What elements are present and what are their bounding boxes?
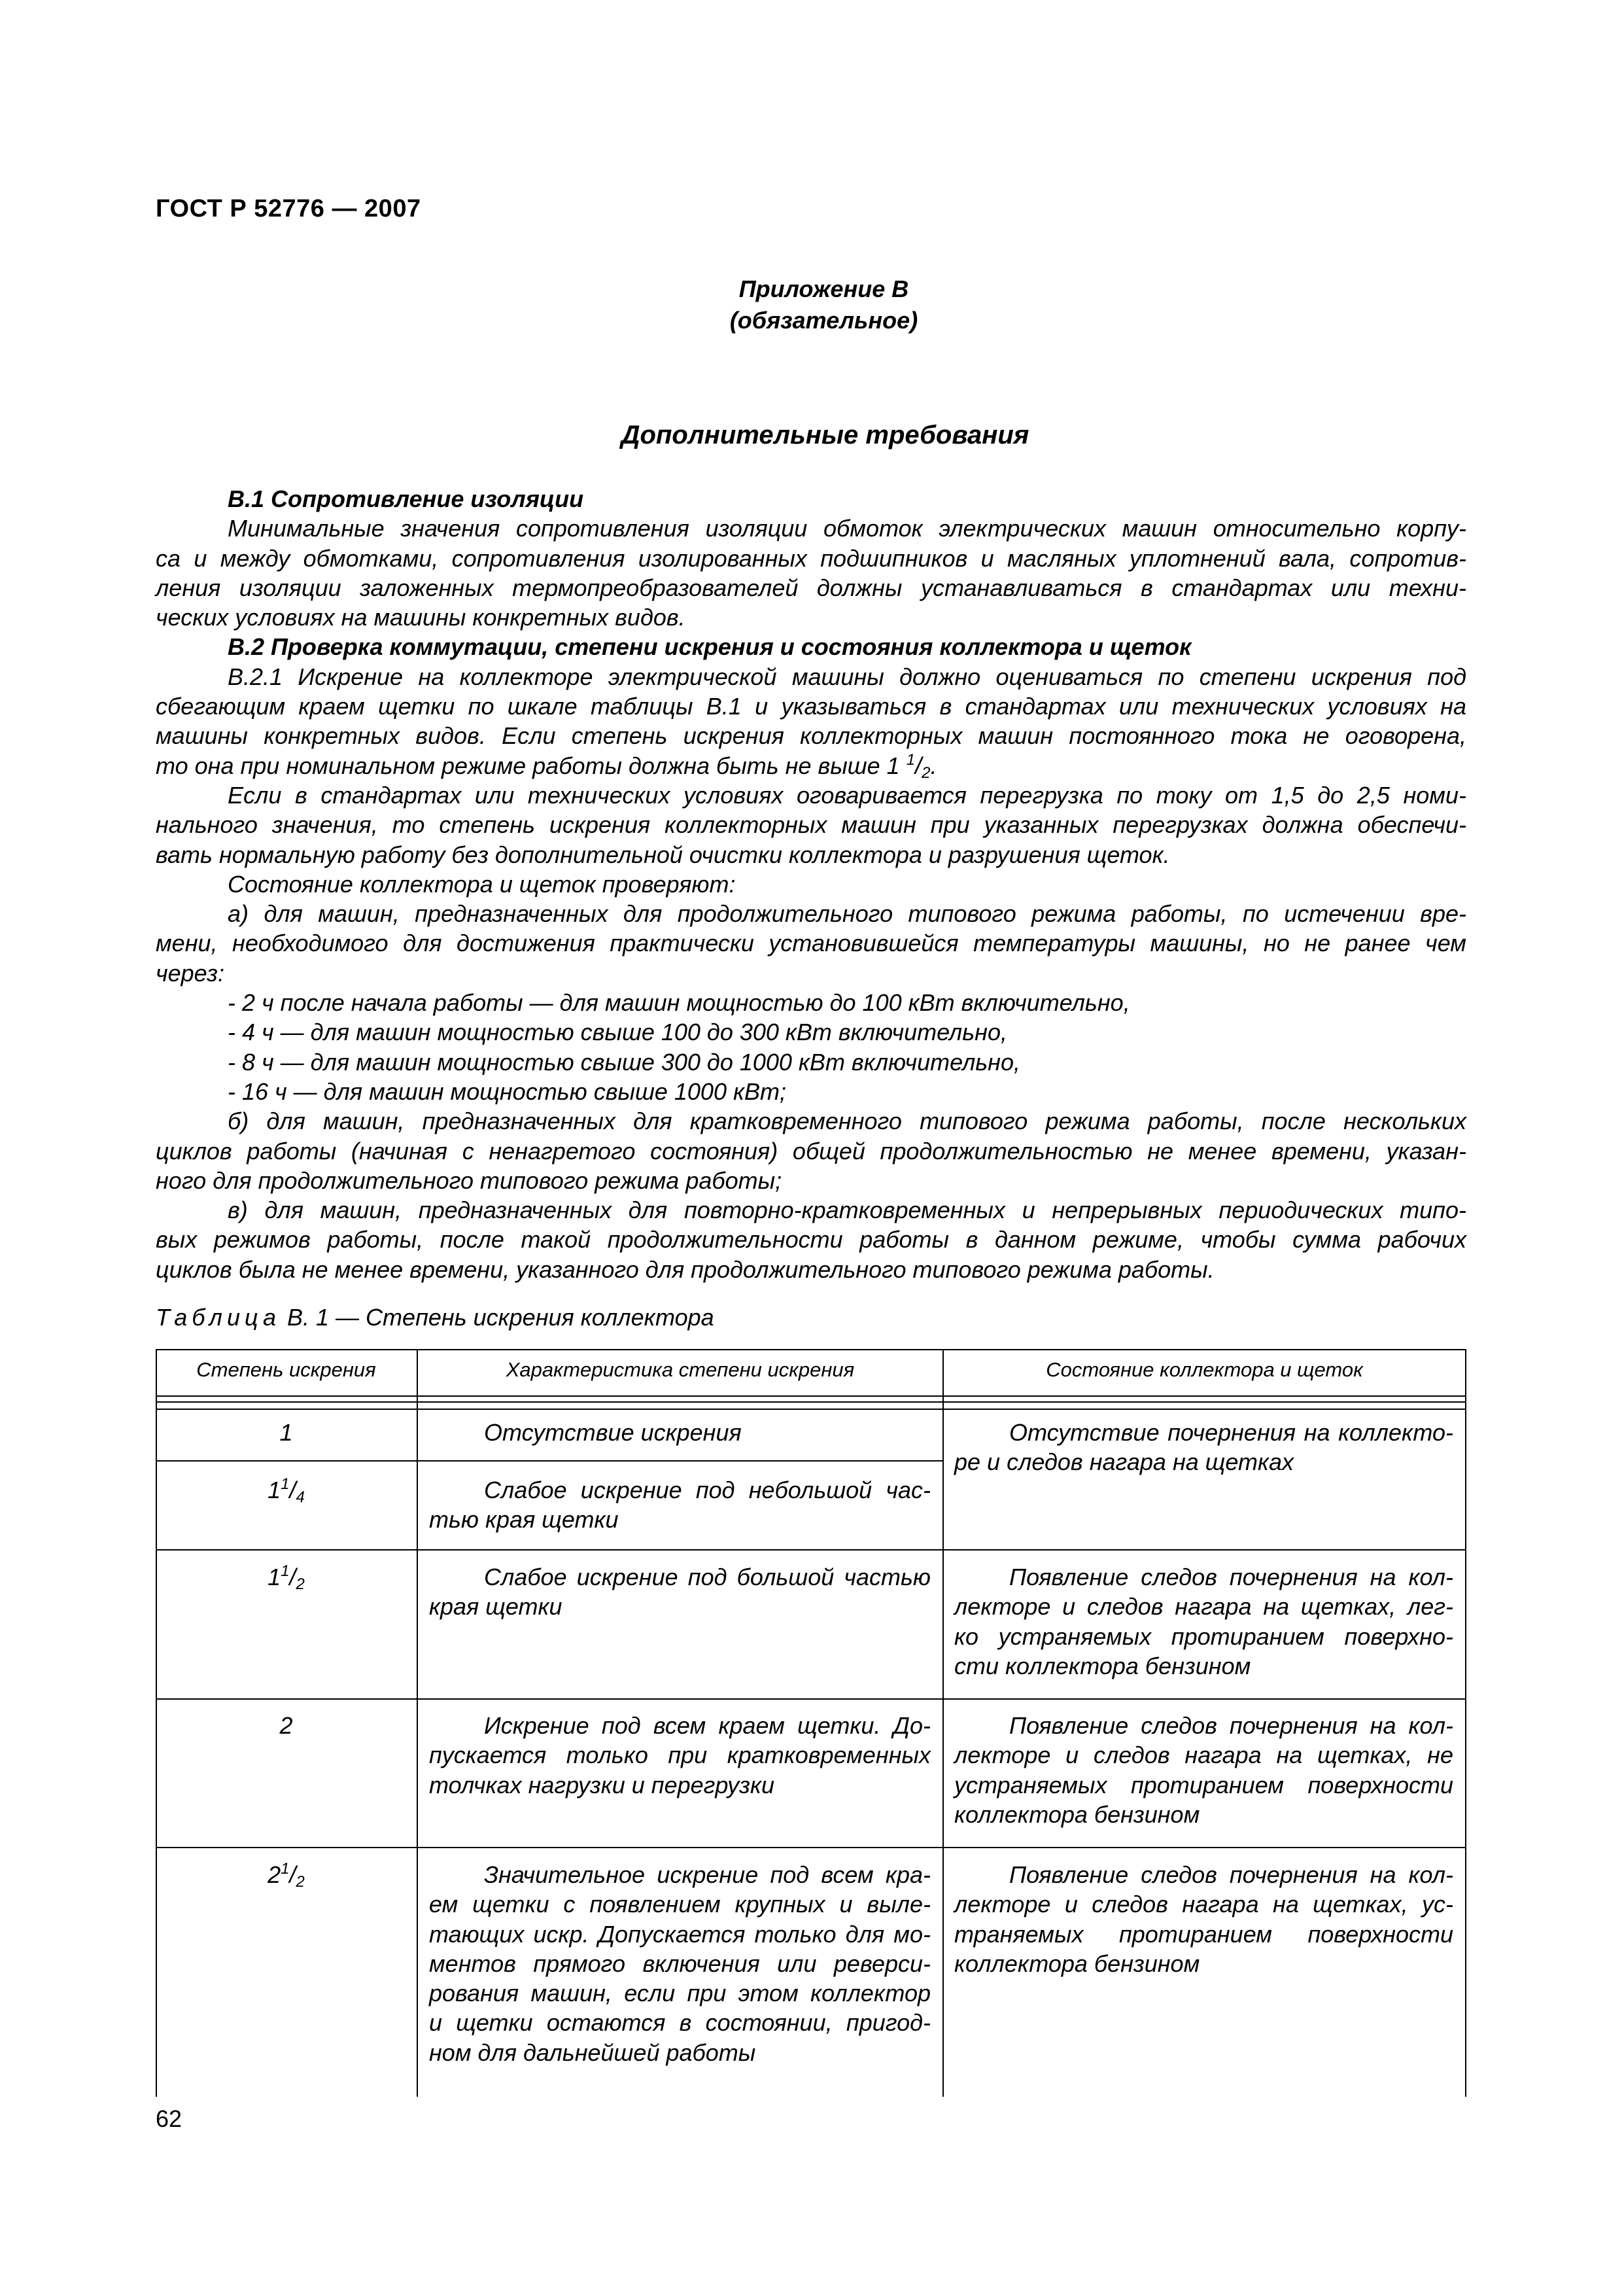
degree-cell xyxy=(156,1562,417,1592)
table-header-divider xyxy=(156,1401,1466,1403)
paragraph-line: а) для машин, предназначенных для продолжительного типового режима работы, по истечении вре- xyxy=(228,900,1466,928)
body-text xyxy=(156,484,1466,1284)
cell-line: рования машин, если при этом коллектор xyxy=(429,1980,931,2007)
paragraph-line: Если в стандартах или технических условиях оговаривается перегрузка по току от 1,5 до 2,5 номи- xyxy=(228,781,1466,809)
fraction-numerator: 1 xyxy=(281,1860,290,1878)
cell-line: коллектора бензином xyxy=(954,1950,1200,1977)
table-border-top xyxy=(156,1349,1466,1350)
fraction-slash: / xyxy=(915,752,922,779)
degree-integer: 2 xyxy=(268,1861,281,1888)
list-item: - 4 ч — для машин мощностью свыше 100 до 300 кВт включительно, xyxy=(228,1019,1007,1046)
cell-line: сти коллектора бензином xyxy=(954,1652,1251,1679)
cell-line: Слабое искрение под небольшой час- xyxy=(484,1477,931,1503)
paragraph-line: В.2.1 Искрение на коллекторе электрической машины должно оцениваться по степени искрения под xyxy=(228,663,1466,690)
table-header-divider xyxy=(156,1409,1466,1410)
cell-line: устраняемых протиранием поверхности xyxy=(954,1771,1453,1798)
paragraph-line: в) для машин, предназначенных для повторно-кратковременных и непрерывных периодических типо- xyxy=(228,1197,1466,1224)
subsection-heading-b1: В.1 Сопротивление изоляции xyxy=(228,485,584,512)
table-row-divider xyxy=(156,1460,943,1462)
state-cell xyxy=(954,1711,1453,1829)
degree-cell xyxy=(156,1711,417,1740)
cell-line: пускается только при кратковременных xyxy=(429,1742,931,1769)
cell-line: Появление следов почернения на кол- xyxy=(1009,1861,1453,1888)
state-cell xyxy=(954,1860,1453,1978)
cell-line: тью края щетки xyxy=(429,1506,619,1533)
appendix-heading xyxy=(0,273,1624,336)
section-title: Дополнительные требования xyxy=(621,421,1029,449)
degree-cell xyxy=(156,1860,417,1889)
paragraph-line: ческих условиях на машины конкретных видов. xyxy=(156,604,685,631)
sparking-table xyxy=(156,1349,1466,2097)
paragraph-line xyxy=(156,751,1466,780)
paragraph-line: са и между обмотками, сопротивления изолированных подшипников и масляных уплотнений вала, сопротив- xyxy=(156,544,1466,572)
list-item: - 2 ч после начала работы — для машин мощностью до 100 кВт включительно, xyxy=(228,989,1130,1017)
degree-integer: 1 xyxy=(279,1419,293,1446)
table-row-divider xyxy=(156,1549,1466,1550)
cell-line: Появление следов почернения на кол- xyxy=(1009,1712,1453,1739)
characteristic-cell xyxy=(429,1562,931,1622)
cell-line: ко устраняемых протиранием поверхно- xyxy=(954,1622,1453,1650)
characteristic-cell xyxy=(429,1475,931,1535)
appendix-status: (обязательное) xyxy=(729,307,918,334)
fraction-denominator: 2 xyxy=(296,1873,305,1891)
cell-line: толчках нагрузки и перегрузки xyxy=(429,1771,774,1798)
degree-integer: 1 xyxy=(268,1477,281,1503)
cell-line: ем щетки с появлением крупных и выле- xyxy=(429,1891,931,1918)
fraction-slash: / xyxy=(289,1564,296,1590)
cell-line: и щетки остаются в состоянии, пригод- xyxy=(429,2009,931,2037)
table-caption-title: В. 1 — Степень искрения коллектора xyxy=(281,1304,714,1331)
paragraph-line: циклов работы (начиная с ненагретого состояния) общей продолжительностью не менее времени, указан- xyxy=(156,1137,1466,1165)
cell-line: лекторе и следов нагара на щетках, ус- xyxy=(954,1891,1453,1918)
paragraph-line: вать нормальную работу без дополнительной очистки коллектора и разрушения щеток. xyxy=(156,841,1170,868)
characteristic-cell xyxy=(429,1860,931,2067)
paragraph-line: вых режимов работы, после такой продолжительности работы в данном режиме, чтобы сумма рабочих xyxy=(156,1226,1466,1253)
cell-line: края щетки xyxy=(429,1593,562,1621)
fraction-numerator: 1 xyxy=(281,1562,290,1580)
cell-line: Значительное искрение под всем кра- xyxy=(484,1861,931,1888)
state-cell xyxy=(954,1562,1453,1681)
degree-cell xyxy=(156,1475,417,1505)
paragraph-line: сбегающим краем щетки по шкале таблицы В.1 и указываться в стандартах или технических условиях на xyxy=(156,693,1466,720)
table-row-divider xyxy=(156,1847,1466,1848)
fraction-denominator: 4 xyxy=(296,1488,305,1506)
cell-line: коллектора бензином xyxy=(954,1800,1200,1828)
fraction-denominator: 2 xyxy=(922,763,931,782)
cell-line: тающих искр. Допускается только для мо- xyxy=(429,1920,931,1948)
page-number: 62 xyxy=(156,2105,182,2132)
characteristic-cell xyxy=(429,1711,931,1800)
table-caption-label: Таблица xyxy=(156,1304,281,1331)
characteristic-cell xyxy=(429,1418,931,1447)
text-span: . xyxy=(930,752,937,779)
cell-line: Появление следов почернения на кол- xyxy=(1009,1564,1453,1590)
cell-line: Слабое искрение под большой частью xyxy=(484,1564,931,1590)
table-header-cell: Характеристика степени искрения xyxy=(506,1358,855,1381)
paragraph-line: через: xyxy=(156,959,225,987)
list-item: - 8 ч — для машин мощностью свыше 300 до 1000 кВт включительно, xyxy=(228,1048,1021,1076)
paragraph-line: б) для машин, предназначенных для кратковременного типового режима работы, после нескольких xyxy=(228,1108,1466,1135)
degree-cell xyxy=(156,1418,417,1447)
subsection-heading-b2: В.2 Проверка коммутации, степени искрения и состояния коллектора и щеток xyxy=(228,633,1192,661)
table-header-cell: Состояние коллектора и щеток xyxy=(1046,1358,1363,1381)
cell-line: ном для дальнейшей работы xyxy=(429,2039,756,2066)
cell-line: ре и следов нагара на щетках xyxy=(954,1448,1294,1476)
table-header-cell: Степень искрения xyxy=(196,1358,376,1381)
paragraph-line: нального значения, то степень искрения коллекторных машин при указанных перегрузках должна обеспечи- xyxy=(156,811,1466,839)
paragraph-line: Минимальные значения сопротивления изоляции обмоток электрических машин относительно корпу- xyxy=(228,515,1466,542)
fraction-slash: / xyxy=(289,1861,296,1888)
fraction-denominator: 2 xyxy=(296,1575,305,1593)
state-cell xyxy=(954,1418,1453,1477)
paragraph-line: мени, необходимого для достижения практически установившейся температуры машины, но не ранее чем xyxy=(156,930,1466,957)
text-span: то она при номинальном режиме работы должна быть не выше 1 xyxy=(156,752,907,779)
cell-line: траняемых протиранием поверхности xyxy=(954,1920,1453,1948)
paragraph-line: циклов была не менее времени, указанного для продолжительного типового режима работы. xyxy=(156,1255,1215,1283)
paragraph-line: Состояние коллектора и щеток проверяют: xyxy=(228,870,736,898)
fraction-numerator: 1 xyxy=(906,750,916,769)
cell-line: Отсутствие искрения xyxy=(484,1419,742,1446)
paragraph-line: машины конкретных видов. Если степень искрения коллекторных машин постоянного тока не оговорена, xyxy=(156,722,1466,750)
document-code: ГОСТ Р 52776 — 2007 xyxy=(156,195,421,222)
paragraph-line: ления изоляции заложенных термопреобразователей должны устанавливаться в стандартах или техни- xyxy=(156,574,1466,601)
cell-line: лекторе и следов нагара на щетках, лег- xyxy=(954,1593,1453,1621)
degree-integer: 2 xyxy=(279,1712,293,1739)
appendix-label: Приложение В xyxy=(738,275,909,302)
table-border-right xyxy=(1465,1349,1466,2097)
cell-line: ментов прямого включения или реверси- xyxy=(429,1950,931,1977)
table-row-divider xyxy=(156,1698,1466,1700)
table-caption xyxy=(156,1304,714,1331)
cell-line: Отсутствие почернения на коллекто- xyxy=(1009,1419,1453,1446)
table-header-divider xyxy=(156,1395,1466,1397)
fraction-slash: / xyxy=(289,1477,296,1503)
fraction-numerator: 1 xyxy=(281,1475,290,1493)
degree-integer: 1 xyxy=(268,1564,281,1590)
cell-line: лекторе и следов нагара на щетках, не xyxy=(954,1742,1453,1769)
cell-line: Искрение под всем краем щетки. До- xyxy=(484,1712,931,1739)
list-item: - 16 ч — для машин мощностью свыше 1000 кВт; xyxy=(228,1077,786,1105)
paragraph-line: ного для продолжительного типового режима работы; xyxy=(156,1166,782,1194)
